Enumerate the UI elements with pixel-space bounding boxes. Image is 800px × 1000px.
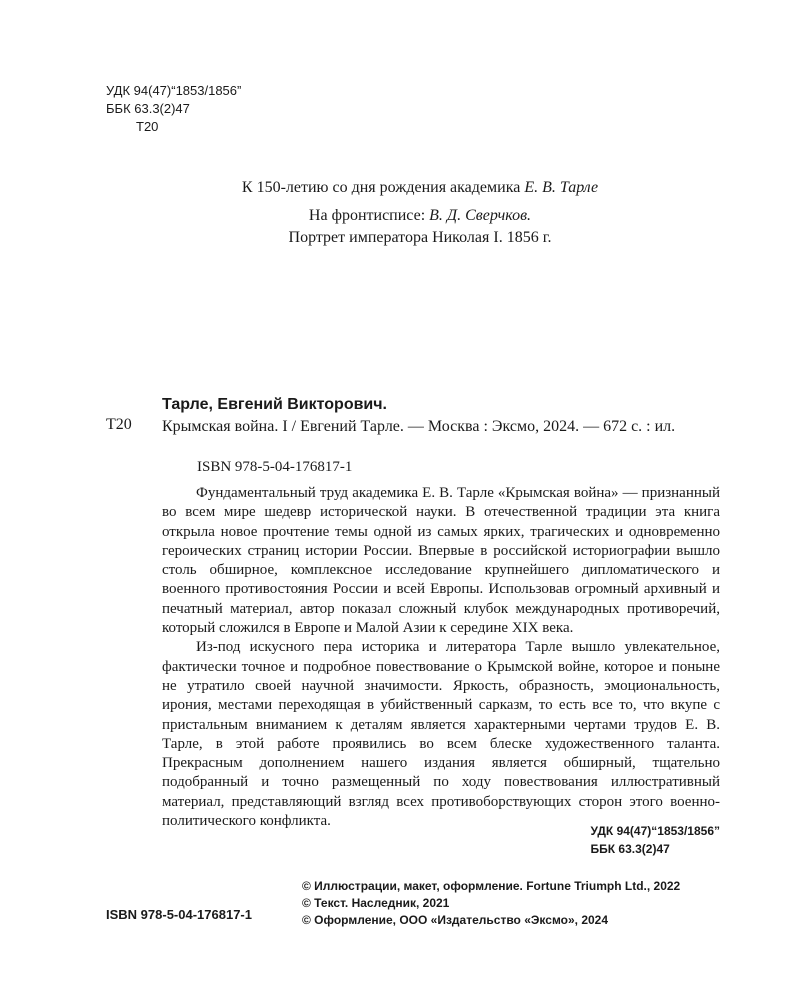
classification-header [106, 82, 241, 136]
frontispiece-artist: В. Д. Сверчков. [429, 207, 532, 224]
bibliography-description: Крымская война. I / Евгений Тарле. — Москва : Эксмо, 2024. — 672 с. : ил. [162, 418, 676, 435]
bbk-code: ББК 63.3(2)47 [106, 101, 190, 116]
dedication-text: К 150-летию со дня рождения академика [241, 179, 525, 196]
dedication-name: Е. В. Тарле [524, 179, 599, 196]
copyright-line: © Текст. Наследник, 2021 [302, 896, 450, 910]
bibliography-code: Т20 [106, 416, 132, 433]
dedication-line [0, 179, 800, 197]
frontispiece-caption: Портрет императора Николая I. 1856 г. [288, 229, 552, 246]
isbn-main: ISBN 978-5-04-176817-1 [197, 459, 353, 475]
annotation [162, 484, 720, 831]
annotation-paragraph: Из-под искусного пера историка и литератора Тарле вышло увлекательное, фактически точное и подробное повествование о Крымской войне, которое и поныне не утратило своей научной значимости. Яркость, образность, эмоциональность, ирония, местами переходящая в убийственный сарказм, то есть все то, что вкупе с пристальным вниманием к деталям является характерными чертами трудов Е. В. Тарле, в этой работе проявились во всем блеске художественного таланта. Прекрасным дополнением нашего издания является обширный, тщательно подобранный и точно размещенный по ходу повествования иллюстративный материал, представляющий взгляд всех противоборствующих сторон этого военно-политического конфликта. [162, 639, 720, 830]
classification-footer [591, 822, 720, 858]
isbn-footer: ISBN 978-5-04-176817-1 [106, 907, 252, 922]
bbk-code-footer: ББК 63.3(2)47 [590, 842, 670, 856]
author-mark: Т20 [136, 119, 159, 134]
udk-code-footer: УДК 94(47)“1853/1856” [590, 824, 720, 838]
copyright-line: © Иллюстрации, макет, оформление. Fortune Triumph Ltd., 2022 [302, 879, 681, 893]
frontispiece-label: На фронтисписе: [308, 207, 430, 224]
author-heading: Тарле, Евгений Викторович. [162, 396, 387, 413]
annotation-paragraph: Фундаментальный труд академика Е. В. Тарле «Крымская война» — признанный во всем мире шедевр исторической науки. В отечественной традиции эта книга открыла новое прочтение темы одной из самых ярких, трагических и одновременно героических страниц истории России. Впервые в российской историографии вышло столь обширное, комплексное исследование крупнейшего дипломатического и военного противостояния России и всей Европы. Использовав огромный архивный и печатный материал, автор показал сложный клубок международных противоречий, который сложился в Европе и Малой Азии к середине XIX века. [162, 485, 720, 637]
frontispiece-note [0, 205, 800, 249]
udk-code: УДК 94(47)“1853/1856” [106, 83, 242, 98]
copyright-line: © Оформление, ООО «Издательство «Эксмо», 2024 [302, 913, 609, 927]
copyright-block [302, 878, 680, 929]
